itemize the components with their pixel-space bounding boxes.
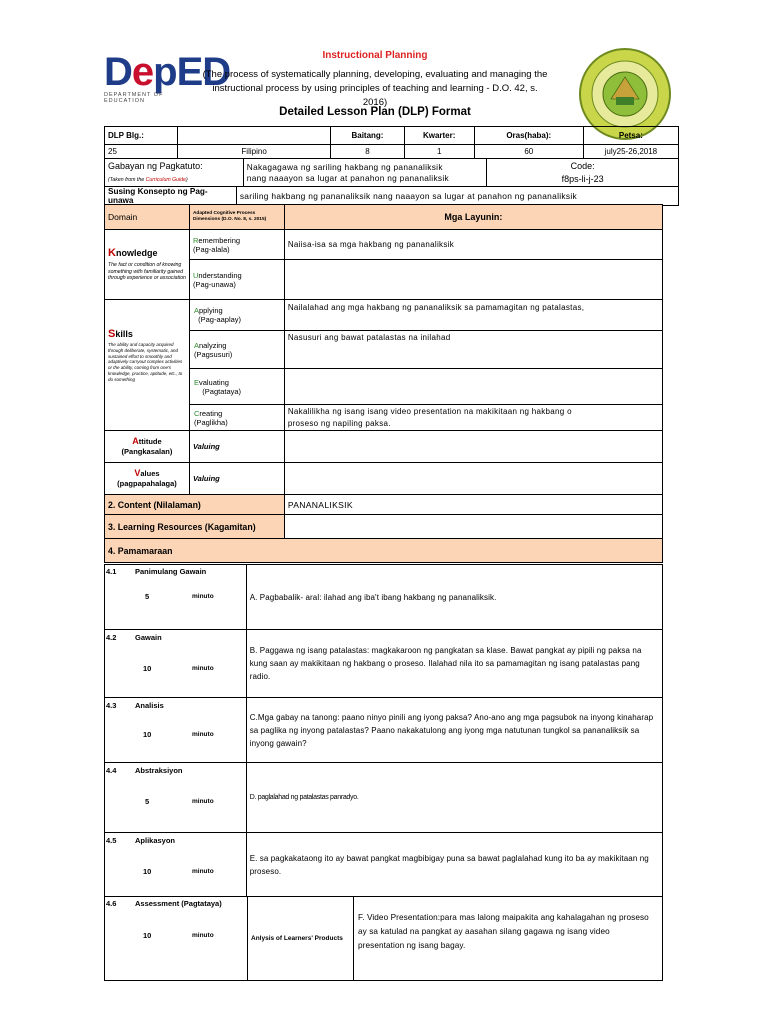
step-mins: 10 bbox=[143, 664, 152, 673]
attitude-valuing: Valuing bbox=[189, 431, 284, 463]
evaluating-label: Evaluating (Pagtataya) bbox=[189, 369, 284, 405]
step-row bbox=[105, 763, 663, 833]
understanding-label: Understanding (Pag-unawa) bbox=[189, 260, 284, 300]
step-num: 4.5 bbox=[106, 836, 117, 845]
step-unit: minuto bbox=[192, 593, 214, 600]
step-text: B. Paggawa ng isang patalastas: magkakaroon ng pangkatan sa klase. Bawat pangkat ay pipili ng paksa na kung saan ay makikitaan ng hakbang o proseso. Ilalahad nila ito sa pamamagitan ng isang patalastas pang radio. bbox=[246, 630, 662, 698]
skills-label: Skills bbox=[108, 328, 133, 340]
petsa-value: july25-26,2018 bbox=[583, 145, 678, 159]
step-title: Analisis bbox=[135, 701, 164, 710]
gabayan-note: (Taken from the Curriculum Guide) bbox=[108, 177, 188, 183]
skills-desc: The ability and capacity acquired through deliberate, systematic, and sustained effort to smoothly and adaptively carryout complex activities or the ability, coming from one's knowledge, practice, aptitude, etc., to do something bbox=[108, 342, 183, 382]
step-row bbox=[105, 630, 663, 698]
resources-label: 3. Learning Resources (Kagamitan) bbox=[105, 515, 285, 539]
step-title: Gawain bbox=[135, 633, 162, 642]
adapted-header: Adapted Cognitive Process Dimensions (D.O. No. 8, s. 2015) bbox=[189, 205, 284, 230]
step-title: Aplikasyon bbox=[135, 836, 176, 845]
logo-sub: DEPARTMENT OF EDUCATION bbox=[104, 92, 164, 104]
values-objective bbox=[284, 463, 662, 495]
step-title: Abstraksiyon bbox=[135, 766, 183, 775]
step-row bbox=[105, 698, 663, 763]
step-mins: 5 bbox=[145, 592, 150, 601]
understanding-objective bbox=[284, 260, 662, 300]
step-row bbox=[105, 897, 663, 981]
analyzing-objective: Nasusuri ang bawat patalastas na inilahad bbox=[284, 331, 662, 369]
values-valuing: Valuing bbox=[189, 463, 284, 495]
pamamaraan-label: 4. Pamamaraan bbox=[105, 539, 663, 563]
step-row bbox=[105, 565, 663, 630]
doc-title: Detailed Lesson Plan (DLP) Format bbox=[279, 106, 471, 118]
kwarter-value: 1 bbox=[404, 145, 474, 159]
remembering-label: Remembering (Pag-alala) bbox=[189, 230, 284, 260]
susi-label: Susing Konsepto ng Pag-unawa bbox=[105, 187, 237, 206]
evaluating-objective bbox=[284, 369, 662, 405]
dlp-value: 25 bbox=[105, 145, 178, 159]
step-mins: 10 bbox=[143, 931, 152, 940]
knowledge-label: Knowledge bbox=[108, 247, 158, 260]
baitang-value: 8 bbox=[331, 145, 404, 159]
deped-logo: DepED DEPARTMENT OF EDUCATION bbox=[104, 50, 231, 104]
petsa-label: Petsa: bbox=[583, 127, 678, 145]
attitude-label: Attitude (Pangkasalan) bbox=[105, 431, 190, 463]
analyzing-label: Analyzing (Pagsusuri) bbox=[189, 331, 284, 369]
content-label: 2. Content (Nilalaman) bbox=[105, 495, 285, 515]
step-unit: minuto bbox=[192, 731, 214, 738]
step-num: 4.3 bbox=[106, 701, 117, 710]
step-text: E. sa pagkakataong ito ay bawat pangkat magbibigay puna sa bawat paglalahad kung ito ba ay makikitaan ng proseso. bbox=[246, 833, 662, 897]
domain-header: Domain bbox=[105, 205, 190, 230]
step-text: D. paglalahad ng patalastas panradyo. bbox=[246, 763, 662, 833]
content-value: PANANALIKSIK bbox=[284, 495, 662, 515]
layunin-header: Mga Layunin: bbox=[284, 205, 662, 230]
info-table bbox=[104, 126, 679, 159]
gabayan-text-1: Nakagagawa ng sariling hakbang ng pananaliksik bbox=[246, 161, 443, 172]
step-unit: minuto bbox=[192, 932, 214, 939]
creating-label: Creating (Paglikha) bbox=[189, 405, 284, 431]
step-text: F. Video Presentation:para mas lalong maipakita ang kahalagahan ng proseso ay sa katulad na pangkat ay aasahan silang gagawa ng isang video presentation ng isang bagay. bbox=[358, 913, 649, 950]
step-text: C.Mga gabay na tanong: paano ninyo pinili ang iyong paksa? Ano-ano ang mga pagsubok na inyong kinaharap sa paglika ng inyong patalastas? Paano nakakatulong ang iyong mga natutunan tungkol sa pananaliksik sa inyong gawain? bbox=[246, 698, 662, 763]
knowledge-desc: The fact or condition of knowing something with familiarity gained through experience or association bbox=[108, 262, 186, 282]
susi-table bbox=[104, 186, 679, 206]
step-title: Assessment (Pagtataya) bbox=[135, 899, 222, 908]
domain-table bbox=[104, 204, 663, 563]
creating-objective: Nakalilikha ng isang isang video presentation na makikitaan ng hakbang o proseso ng napiling paksa. bbox=[284, 405, 662, 431]
steps-table bbox=[104, 564, 663, 981]
gabayan-label: Gabayan ng Pagkatuto: bbox=[108, 161, 203, 171]
applying-objective: Nailalahad ang mga hakbang ng pananaliksik sa pamamagitan ng patalastas, bbox=[284, 300, 662, 331]
header-description: (The process of systematically planning, developing, evaluating and managing the instructional process by using principles of teaching and learning - D.O. 42, s. 2016) bbox=[202, 69, 548, 108]
step-title: Panimulang Gawain bbox=[135, 567, 207, 576]
step-mins: 10 bbox=[143, 867, 152, 876]
code-value: f8ps-li-j-23 bbox=[561, 173, 604, 184]
step-mins: 10 bbox=[143, 730, 152, 739]
step-unit: minuto bbox=[192, 665, 214, 672]
subject-value: Filipino bbox=[177, 145, 331, 159]
values-label: Values (pagpapahalaga) bbox=[105, 463, 190, 495]
step-num: 4.2 bbox=[106, 633, 117, 642]
step-num: 4.4 bbox=[106, 766, 117, 775]
step-num: 4.1 bbox=[106, 567, 117, 576]
resources-value bbox=[284, 515, 662, 539]
gabayan-table bbox=[104, 158, 679, 187]
dlp-label: DLP Blg.: bbox=[105, 127, 178, 145]
gabayan-text-2: nang naaayon sa lugar at panahon ng pananaliksik bbox=[246, 172, 449, 183]
oras-label: Oras(haba): bbox=[474, 127, 583, 145]
header-title: Instructional Planning bbox=[322, 50, 428, 61]
step-unit: minuto bbox=[192, 798, 214, 805]
step-mins: 5 bbox=[145, 797, 150, 806]
step-num: 4.6 bbox=[106, 899, 117, 908]
susi-text: sariling hakbang ng pananaliksik nang naaayon sa lugar at panahon ng pananaliksik bbox=[236, 187, 678, 206]
step-row bbox=[105, 833, 663, 897]
step-unit: minuto bbox=[192, 868, 214, 875]
step-mid-label: Anlysis of Learners' Products bbox=[247, 897, 354, 980]
code-label: Code: bbox=[570, 160, 595, 171]
remembering-objective: Naiisa-isa sa mga hakbang ng pananaliksik bbox=[284, 230, 662, 260]
kwarter-label: Kwarter: bbox=[404, 127, 474, 145]
oras-value: 60 bbox=[474, 145, 583, 159]
attitude-objective bbox=[284, 431, 662, 463]
baitang-label: Baitang: bbox=[331, 127, 404, 145]
step-text: A. Pagbabalik- aral: ilahad ang iba't ibang hakbang ng pananaliksik. bbox=[246, 565, 662, 630]
applying-label: Applying (Pag-aaplay) bbox=[189, 300, 284, 331]
logo-mark: e bbox=[131, 50, 154, 94]
